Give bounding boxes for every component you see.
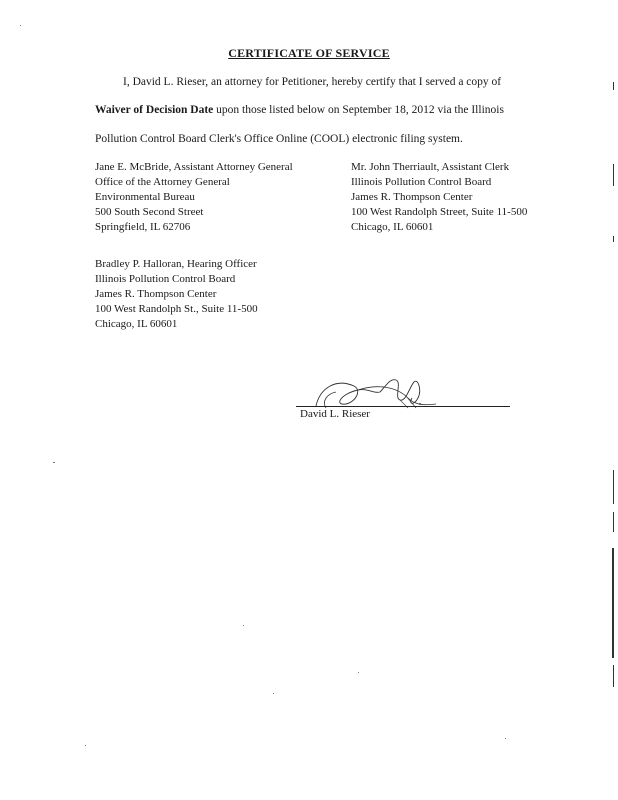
recipient-street: 100 West Randolph St., Suite 11-500: [95, 303, 258, 315]
recipient-office: Office of the Attorney General: [95, 176, 230, 188]
scan-speck: [243, 625, 244, 626]
certificate-body-line-2-rest: upon those listed below on September 18, 2012 via the Illinois: [213, 104, 504, 116]
scan-speck: [53, 462, 55, 463]
recipient-division: Environmental Bureau: [95, 191, 195, 203]
recipient-office: Illinois Pollution Control Board: [95, 273, 236, 285]
recipient-address-block: [95, 160, 293, 235]
recipient-city: Springfield, IL 62706: [95, 221, 191, 233]
scan-speck: [358, 672, 359, 673]
recipient-street: 100 West Randolph Street, Suite 11-500: [351, 206, 528, 218]
recipient-city: Chicago, IL 60601: [351, 221, 434, 233]
scan-edge-mark: [613, 512, 614, 532]
recipient-name: Mr. John Therriault, Assistant Clerk: [351, 161, 510, 173]
recipient-building: James R. Thompson Center: [95, 288, 217, 300]
scan-edge-mark: [613, 665, 614, 687]
signature-line: [296, 406, 510, 407]
scan-speck: [273, 693, 274, 694]
scan-edge-mark: [613, 470, 614, 504]
scan-edge-mark: [613, 82, 614, 90]
recipient-office: Illinois Pollution Control Board: [351, 176, 492, 188]
scan-edge-mark: [612, 548, 614, 658]
scan-speck: [20, 25, 21, 26]
recipient-name: Bradley P. Halloran, Hearing Officer: [95, 258, 257, 270]
recipient-city: Chicago, IL 60601: [95, 318, 178, 330]
recipient-name: Jane E. McBride, Assistant Attorney General: [95, 161, 293, 173]
certificate-body-line-1: I, David L. Rieser, an attorney for Petitioner, hereby certify that I served a copy of: [123, 76, 502, 88]
certificate-body-line-3: Pollution Control Board Clerk's Office Online (COOL) electronic filing system.: [95, 133, 463, 145]
scan-speck: [85, 745, 86, 746]
recipient-address-block: [95, 257, 258, 332]
scan-edge-mark: [613, 236, 614, 242]
recipient-building: James R. Thompson Center: [351, 191, 473, 203]
certificate-body-line-2: [95, 104, 504, 116]
scan-edge-mark: [613, 164, 614, 186]
document-name: Waiver of Decision Date: [95, 104, 214, 116]
recipient-address-block: [351, 160, 527, 235]
document-title: CERTIFICATE OF SERVICE: [228, 46, 390, 60]
scan-speck: [505, 738, 506, 739]
recipient-street: 500 South Second Street: [95, 206, 204, 218]
signer-name: David L. Rieser: [300, 408, 370, 420]
